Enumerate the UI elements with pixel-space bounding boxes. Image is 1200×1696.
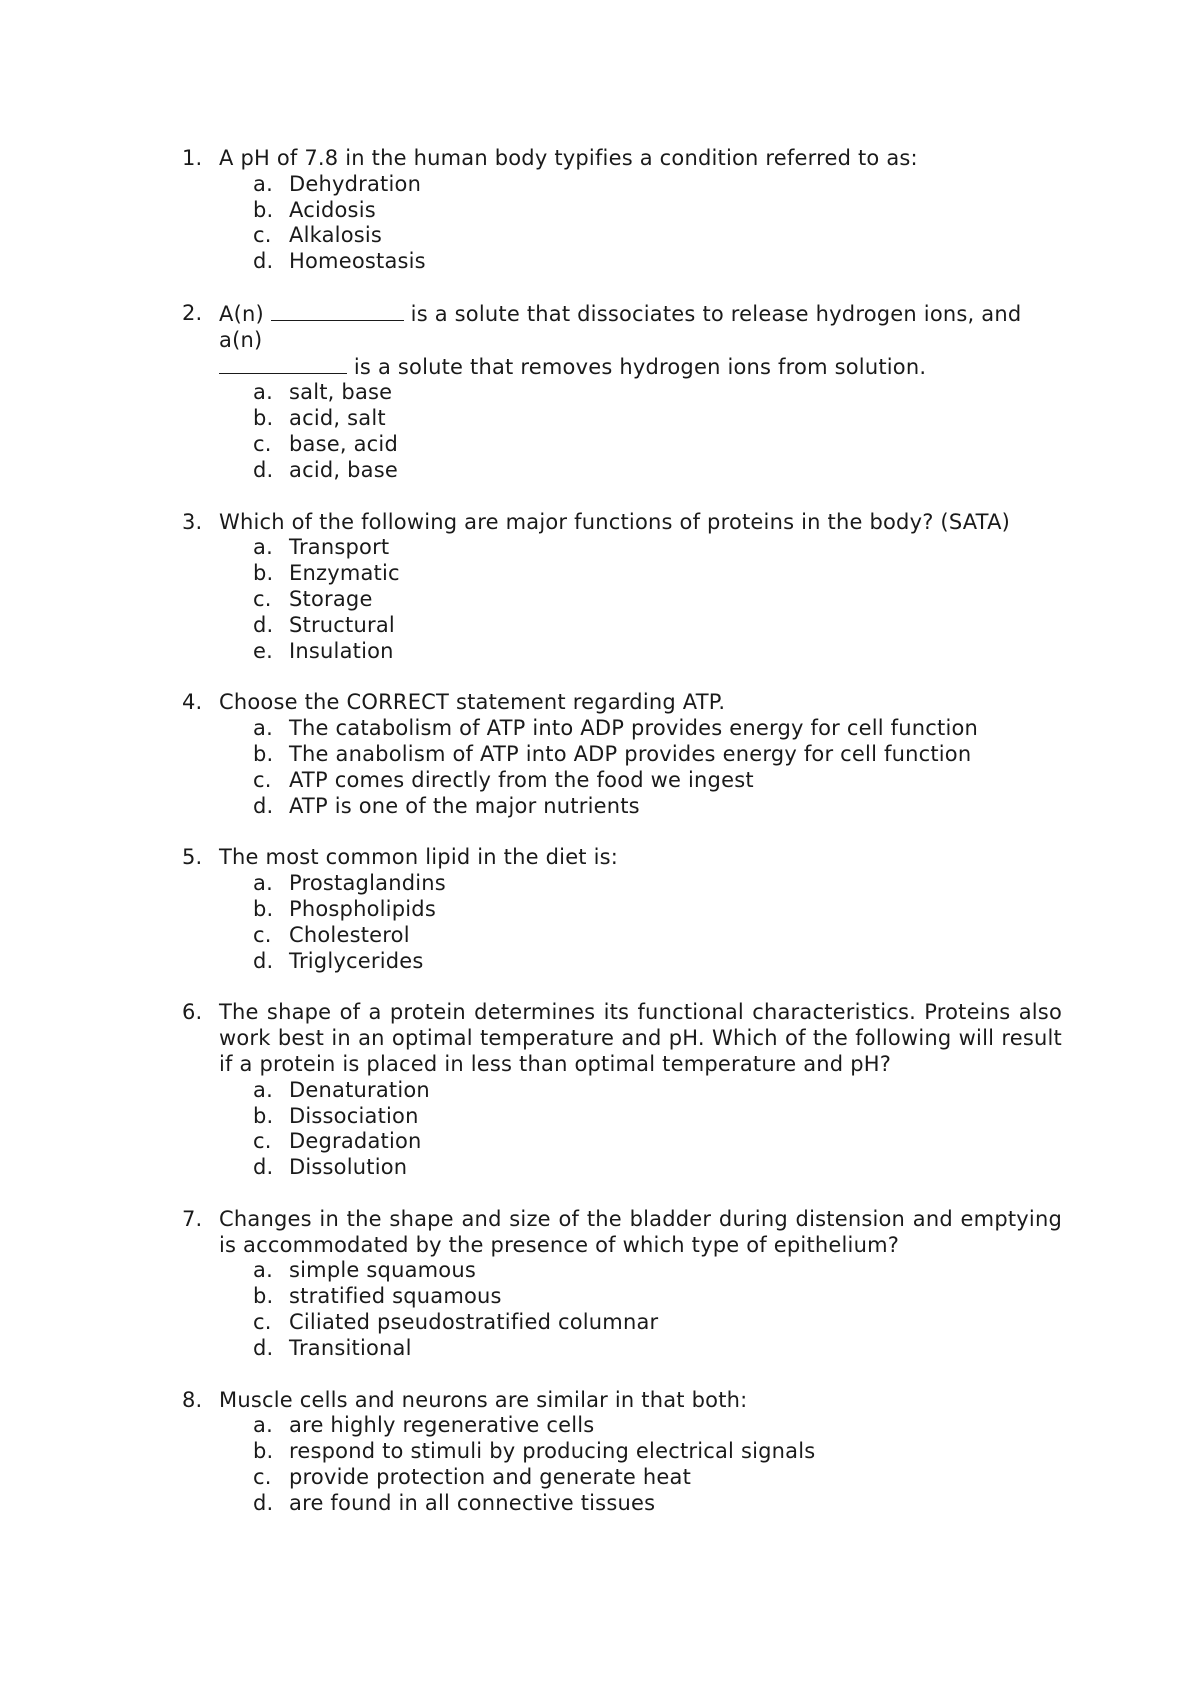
- fill-in-blank-2: [219, 354, 347, 374]
- question-2: [182, 301, 1062, 484]
- option-text: base, acid: [289, 431, 398, 456]
- option-letter: d.: [253, 612, 274, 637]
- question-number: 4.: [182, 690, 203, 715]
- question-number: 1.: [182, 146, 203, 170]
- option-letter: b.: [253, 406, 274, 431]
- answer-option: [182, 249, 1062, 275]
- option-text: The catabolism of ATP into ADP provides energy for cell function: [289, 716, 979, 741]
- option-text: Structural: [289, 612, 395, 637]
- question-stem: [182, 301, 1062, 380]
- question-8: [182, 1388, 1062, 1517]
- answer-option: [182, 223, 1062, 249]
- option-letter: c.: [253, 1129, 272, 1154]
- answer-option: [182, 198, 1062, 224]
- option-letter: a.: [253, 1413, 273, 1438]
- answer-option: [182, 871, 1062, 897]
- answer-options: [182, 380, 1062, 483]
- option-text: respond to stimuli by producing electrical signals: [289, 1439, 816, 1464]
- answer-options: [182, 1078, 1062, 1181]
- answer-option: [182, 742, 1062, 768]
- question-6: [182, 1000, 1062, 1181]
- option-letter: b.: [253, 561, 274, 586]
- option-text: Transitional: [289, 1335, 412, 1360]
- answer-option: [182, 639, 1062, 665]
- answer-option: [182, 1413, 1062, 1439]
- option-text: Cholesterol: [289, 922, 410, 947]
- option-text: Storage: [289, 586, 373, 611]
- answer-option: [182, 458, 1062, 484]
- option-letter: c.: [253, 223, 272, 248]
- answer-option: [182, 1284, 1062, 1310]
- option-letter: d.: [253, 793, 274, 818]
- option-text: stratified squamous: [289, 1284, 502, 1309]
- option-text: Dehydration: [289, 171, 422, 196]
- option-text: are found in all connective tissues: [289, 1490, 656, 1515]
- answer-option: [182, 380, 1062, 406]
- option-letter: b.: [253, 1439, 274, 1464]
- answer-option: [182, 1155, 1062, 1181]
- option-letter: d.: [253, 249, 274, 274]
- option-letter: b.: [253, 741, 274, 766]
- answer-option: [182, 613, 1062, 639]
- question-text: Muscle cells and neurons are similar in that both:: [219, 1387, 748, 1412]
- option-text: Dissolution: [289, 1155, 408, 1180]
- option-text: Enzymatic: [289, 561, 400, 586]
- answer-option: [182, 1491, 1062, 1517]
- question-number: 2.: [182, 300, 203, 325]
- option-text: salt, base: [289, 380, 393, 405]
- option-text: Degradation: [289, 1129, 422, 1154]
- question-text-part-3: is a solute that removes hydrogen ions from solution.: [353, 354, 927, 379]
- answer-options: [182, 871, 1062, 974]
- question-text: Which of the following are major functions of proteins in the body? (SATA): [219, 509, 1011, 534]
- option-letter: c.: [253, 431, 272, 456]
- answer-option: [182, 794, 1062, 820]
- option-text: Dissociation: [289, 1103, 419, 1128]
- question-stem: [182, 1207, 1062, 1259]
- option-text: provide protection and generate heat: [289, 1465, 692, 1490]
- option-letter: d.: [253, 948, 274, 973]
- question-text: The shape of a protein determines its functional characteristics. Proteins also work best in an optimal temperature and pH. Which of the following will result if a protein is placed in less than optimal temperature and pH?: [219, 1000, 1062, 1076]
- option-text: Insulation: [289, 638, 394, 663]
- option-letter: a.: [253, 380, 273, 405]
- question-number: 7.: [182, 1206, 203, 1231]
- answer-option: [182, 897, 1062, 923]
- option-letter: a.: [253, 1258, 273, 1283]
- option-letter: d.: [253, 1335, 274, 1360]
- option-text: Transport: [289, 535, 390, 560]
- answer-options: [182, 1258, 1062, 1361]
- answer-option: [182, 432, 1062, 458]
- option-letter: d.: [253, 1155, 274, 1180]
- option-letter: c.: [253, 1465, 272, 1490]
- question-text: A pH of 7.8 in the human body typifies a condition referred to as:: [219, 146, 918, 170]
- option-text: ATP is one of the major nutrients: [289, 793, 640, 818]
- answer-option: [182, 768, 1062, 794]
- answer-option: [182, 1104, 1062, 1130]
- answer-option: [182, 1258, 1062, 1284]
- option-text: Triglycerides: [289, 948, 424, 973]
- option-letter: b.: [253, 197, 274, 222]
- answer-option: [182, 1129, 1062, 1155]
- answer-option: [182, 406, 1062, 432]
- answer-option: [182, 923, 1062, 949]
- option-letter: b.: [253, 896, 274, 921]
- question-number: 5.: [182, 845, 203, 870]
- answer-option: [182, 716, 1062, 742]
- answer-options: [182, 535, 1062, 664]
- option-letter: b.: [253, 1103, 274, 1128]
- question-4: [182, 690, 1062, 819]
- question-number: 6.: [182, 1000, 203, 1025]
- question-text: Changes in the shape and size of the bladder during distension and emptying is accommodated by the presence of which type of epithelium?: [219, 1206, 1062, 1257]
- option-letter: d.: [253, 457, 274, 482]
- question-stem: [182, 1000, 1062, 1077]
- question-7: [182, 1207, 1062, 1362]
- option-letter: c.: [253, 922, 272, 947]
- answer-option: [182, 1465, 1062, 1491]
- answer-options: [182, 1413, 1062, 1516]
- option-letter: c.: [253, 586, 272, 611]
- option-letter: a.: [253, 535, 273, 560]
- question-1: [182, 146, 1062, 275]
- option-text: simple squamous: [289, 1258, 476, 1283]
- quiz-question-list: [182, 146, 1062, 1543]
- option-text: Homeostasis: [289, 249, 426, 274]
- option-text: are highly regenerative cells: [289, 1413, 595, 1438]
- question-stem: [182, 146, 1062, 172]
- answer-option: [182, 1078, 1062, 1104]
- option-letter: e.: [253, 638, 273, 663]
- question-stem: [182, 1388, 1062, 1414]
- option-text: Denaturation: [289, 1077, 430, 1102]
- answer-option: [182, 1336, 1062, 1362]
- answer-option: [182, 561, 1062, 587]
- answer-option: [182, 587, 1062, 613]
- option-letter: a.: [253, 171, 273, 196]
- answer-option: [182, 172, 1062, 198]
- answer-options: [182, 172, 1062, 275]
- option-text: Prostaglandins: [289, 871, 446, 896]
- option-letter: a.: [253, 716, 273, 741]
- question-number: 8.: [182, 1387, 203, 1412]
- option-text: ATP comes directly from the food we ingest: [289, 767, 754, 792]
- question-text: Choose the CORRECT statement regarding ATP.: [219, 690, 726, 715]
- option-letter: a.: [253, 1077, 273, 1102]
- answer-option: [182, 1439, 1062, 1465]
- option-letter: b.: [253, 1284, 274, 1309]
- question-3: [182, 510, 1062, 665]
- fill-in-blank-1: [271, 301, 404, 321]
- option-text: Phospholipids: [289, 896, 436, 921]
- option-text: Ciliated pseudostratified columnar: [289, 1310, 659, 1335]
- question-stem: [182, 510, 1062, 536]
- option-letter: d.: [253, 1490, 274, 1515]
- option-text: Alkalosis: [289, 223, 383, 248]
- option-letter: a.: [253, 871, 273, 896]
- answer-options: [182, 716, 1062, 819]
- option-text: acid, salt: [289, 406, 386, 431]
- option-text: Acidosis: [289, 197, 376, 222]
- question-number: 3.: [182, 509, 203, 534]
- option-text: acid, base: [289, 457, 398, 482]
- question-text-part-2: is a solute that dissociates to release hydrogen ions, and a(n): [219, 301, 1022, 352]
- option-letter: c.: [253, 1310, 272, 1335]
- question-text-part-1: A(n): [219, 301, 264, 326]
- answer-option: [182, 535, 1062, 561]
- question-text: [219, 301, 1062, 380]
- question-5: [182, 845, 1062, 974]
- option-letter: c.: [253, 767, 272, 792]
- answer-option: [182, 1310, 1062, 1336]
- option-text: The anabolism of ATP into ADP provides energy for cell function: [289, 741, 972, 766]
- question-stem: [182, 845, 1062, 871]
- question-stem: [182, 690, 1062, 716]
- question-text: The most common lipid in the diet is:: [219, 845, 619, 870]
- answer-option: [182, 949, 1062, 975]
